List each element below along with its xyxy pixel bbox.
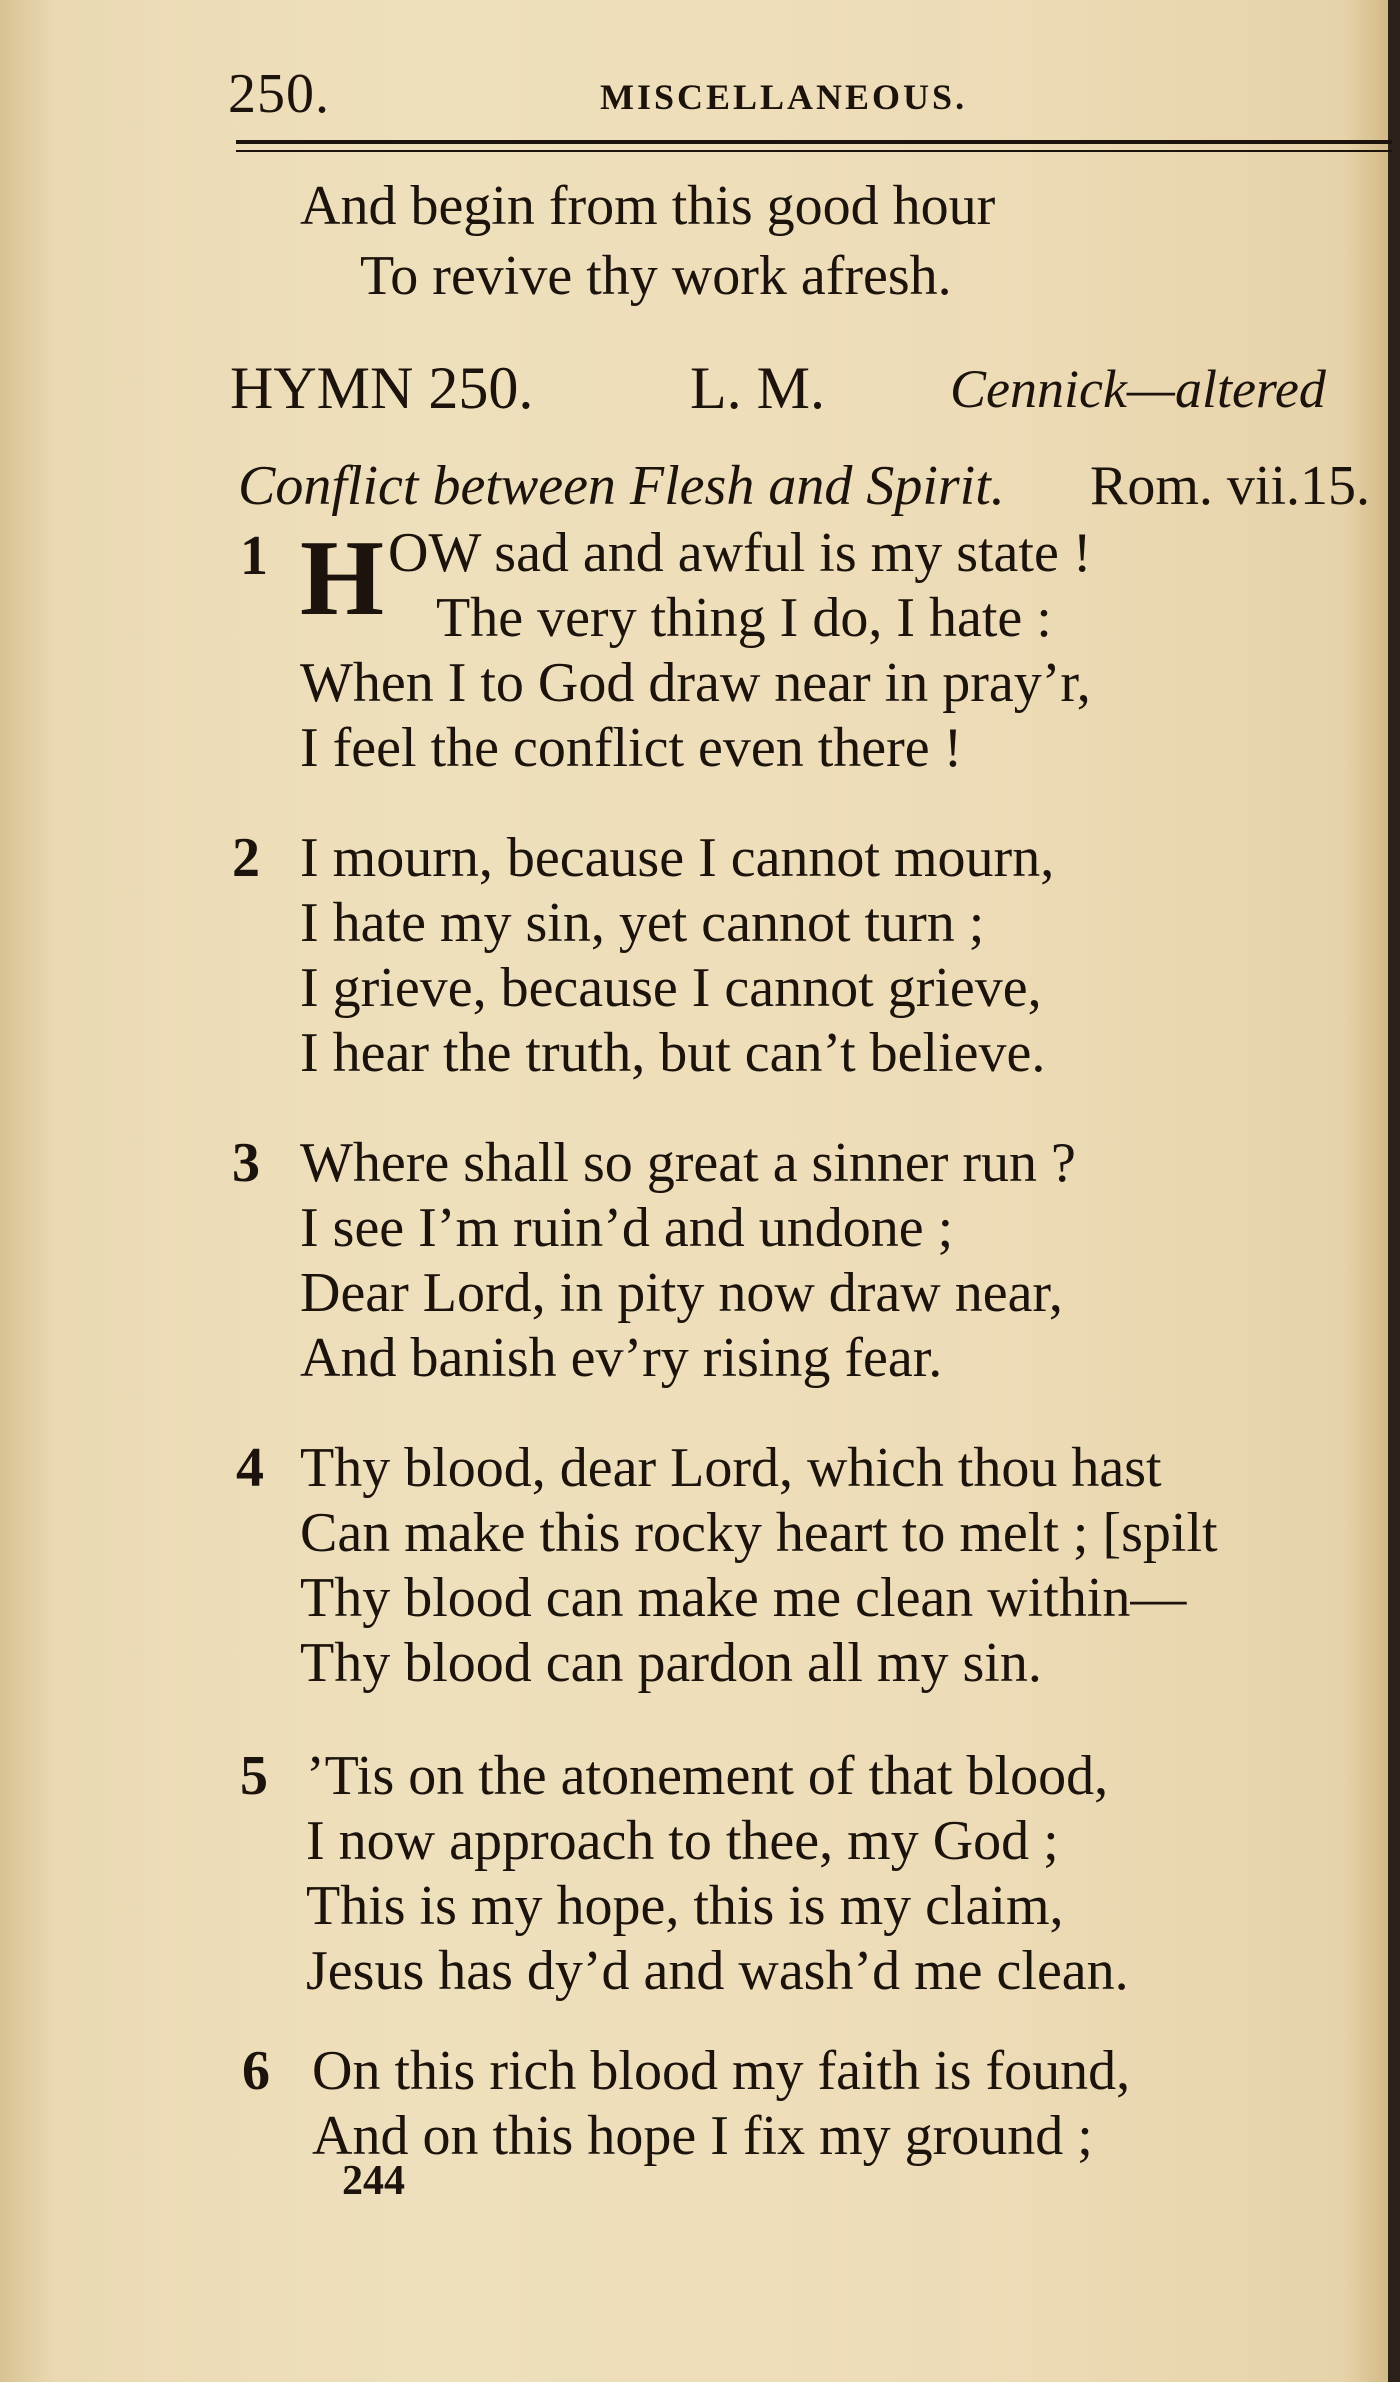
- verse-line: Jesus has dy’d and wash’d me clean.: [306, 1940, 1129, 2002]
- verse-line: I hate my sin, yet cannot turn ;: [300, 892, 985, 954]
- verse-number: 6: [242, 2040, 270, 2102]
- verse-line: And banish ev’ry rising fear.: [300, 1327, 943, 1389]
- verse-line: Thy blood can pardon all my sin.: [300, 1632, 1042, 1694]
- verse-number: 3: [232, 1132, 260, 1194]
- prev-hymn-line: To revive thy work afresh.: [360, 245, 952, 307]
- verse-line: I feel the conflict even there !: [300, 717, 963, 779]
- hymn-title: HYMN 250.: [230, 355, 534, 421]
- verse-line: I now approach to thee, my God ;: [306, 1810, 1059, 1872]
- hymn-meter: L. M.: [690, 355, 825, 421]
- verse-line: I mourn, because I cannot mourn,: [300, 827, 1055, 889]
- prev-hymn-line: And begin from this good hour: [300, 175, 996, 237]
- verse-line: This is my hope, this is my claim,: [306, 1875, 1064, 1937]
- verse-line: I grieve, because I cannot grieve,: [300, 957, 1042, 1019]
- verse-line: I hear the truth, but can’t believe.: [300, 1022, 1046, 1084]
- verse-line: Where shall so great a sinner run ?: [300, 1132, 1076, 1194]
- verse-line: On this rich blood my faith is found,: [312, 2040, 1131, 2102]
- verse-number: 4: [236, 1437, 264, 1499]
- verse-line: I see I’m ruin’d and undone ;: [300, 1197, 954, 1259]
- hymn-author: Cennick—altered: [950, 359, 1326, 419]
- verse-line: Can make this rocky heart to melt ; [spilt: [300, 1502, 1218, 1564]
- page-edge: [1388, 0, 1400, 2382]
- hymn-subject: Conflict between Flesh and Spirit.: [238, 455, 1005, 517]
- verse-line: OW sad and awful is my state !: [388, 522, 1092, 584]
- header-rule-thin: [236, 150, 1392, 152]
- verse-line: And on this hope I fix my ground ;: [312, 2105, 1093, 2167]
- page-number: 250.: [228, 63, 330, 125]
- verse-line: ’Tis on the atonement of that blood,: [306, 1745, 1109, 1807]
- signature-mark: 244: [342, 2158, 405, 2204]
- scripture-reference: Rom. vii.15.: [1090, 455, 1371, 517]
- verse-line: The very thing I do, I hate :: [436, 587, 1052, 649]
- verse-number: 2: [232, 827, 260, 889]
- verse-number: 5: [240, 1745, 268, 1807]
- drop-cap: H: [300, 519, 385, 638]
- header-rule-thick: [236, 140, 1392, 144]
- verse-line: Dear Lord, in pity now draw near,: [300, 1262, 1063, 1324]
- verse-number: 1: [240, 525, 268, 587]
- running-title: MISCELLANEOUS.: [600, 77, 968, 117]
- verse-line: Thy blood can make me clean within—: [300, 1567, 1187, 1629]
- verse-line: When I to God draw near in pray’r,: [300, 652, 1091, 714]
- verse-line: Thy blood, dear Lord, which thou hast: [300, 1437, 1162, 1499]
